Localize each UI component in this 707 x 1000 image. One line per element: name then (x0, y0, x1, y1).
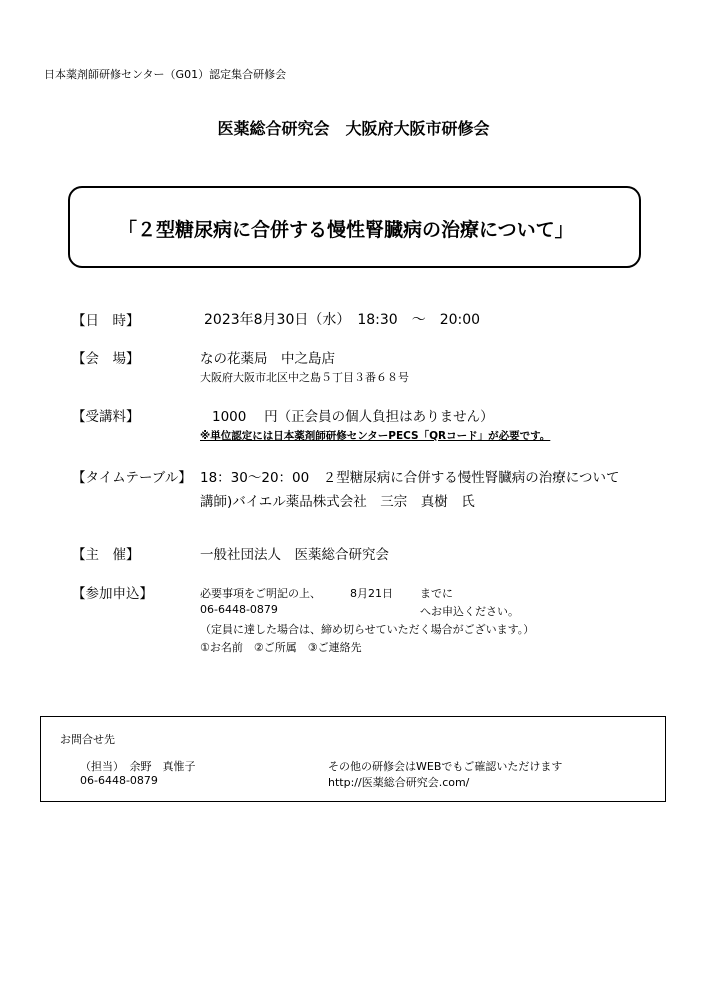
organizer-value: 一般社団法人 医薬総合研究会 (200, 547, 389, 563)
application-label: 【参加申込】 (72, 586, 153, 602)
fee-note: ※単位認定には日本薬剤師研修センターPECS「QRコード」が必要です。 (200, 430, 551, 442)
timetable-lecturer: 講師)バイエル薬品株式会社 三宗 真樹 氏 (200, 494, 475, 510)
application-phone: 06-6448-0879 (200, 603, 278, 616)
venue-address: 大阪府大阪市北区中之島５丁目３番６８号 (200, 371, 409, 384)
contact-url-link[interactable]: http://医薬総合研究会.com/ (328, 776, 470, 789)
timetable-label: 【タイムテーブル】 (72, 470, 192, 486)
fee-value: 1000 円（正会員の個人負担はありません） (212, 409, 494, 425)
application-request: へお申込ください。 (420, 605, 519, 618)
schedule-label: 【日 時】 (72, 313, 140, 329)
application-required-items: ①お名前 ②ご所属 ③ご連絡先 (200, 641, 362, 654)
venue-label: 【会 場】 (72, 351, 140, 367)
fee-label: 【受講料】 (72, 409, 140, 425)
timetable-line1: 18：30～20：00 ２型糖尿病に合併する慢性腎臓病の治療について (200, 470, 620, 486)
topic-title: 「２型糖尿病に合併する慢性腎臓病の治療について」 (118, 219, 574, 241)
contact-phone: 06-6448-0879 (80, 774, 158, 787)
application-instruction: 必要事項をご明記の上、 (200, 587, 321, 600)
contact-heading: お問合せ先 (60, 733, 115, 746)
page-title: 医薬総合研究会 大阪府大阪市研修会 (217, 119, 490, 138)
contact-web-note: その他の研修会はWEBでもご確認いただけます (328, 760, 563, 773)
schedule-value: 2023年8月30日（水） 18:30 ～ 20:00 (204, 312, 481, 328)
contact-person: （担当） 余野 真惟子 (80, 760, 196, 773)
certification-line: 日本薬剤師研修センター（G01）認定集合研修会 (44, 68, 287, 81)
organizer-label: 【主 催】 (72, 547, 140, 563)
venue-name: なの花薬局 中之島店 (200, 351, 335, 367)
application-by: までに (420, 587, 453, 600)
application-deadline: 8月21日 (350, 587, 393, 600)
application-capacity-note: （定員に達した場合は、締め切らせていただく場合がございます。） (200, 623, 535, 636)
